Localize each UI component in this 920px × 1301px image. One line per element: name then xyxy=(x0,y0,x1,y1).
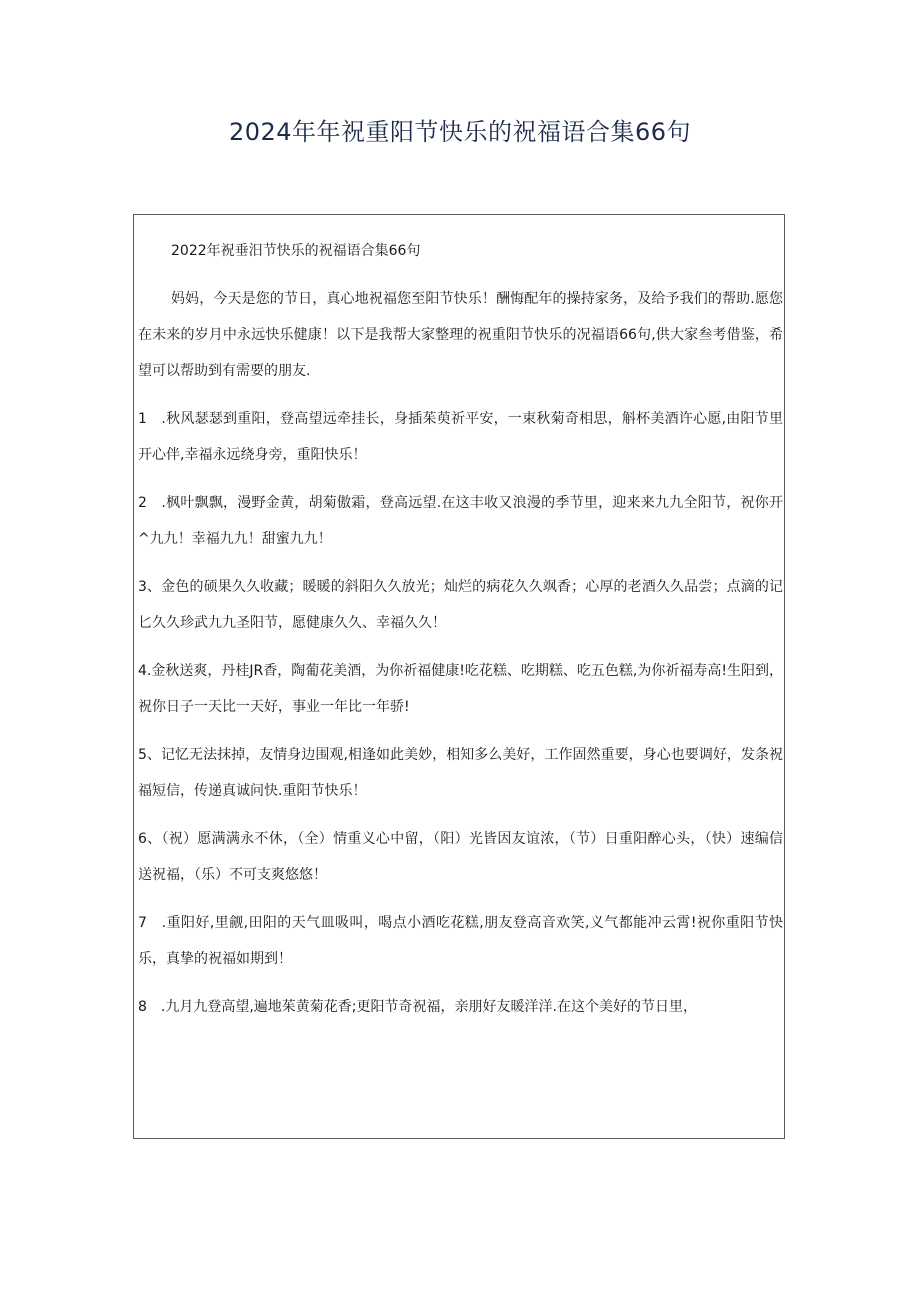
greeting-item-3: 3、金色的硕果久久收藏；暖暖的斜阳久久放光；灿烂的病花久久飒香；心厚的老酒久久品尝；点滴的记匕久久珍武九九圣阳节，愿健康久久、幸福久久！ xyxy=(138,579,783,631)
greeting-item-2: 2 .枫叶飘飘，漫野金黄，胡菊傲霜，登高远望.在这丰收又浪漫的季节里，迎来来九九全阳节，祝你开^九九！幸福九九！甜蜜九九！ xyxy=(138,495,783,547)
document-subtitle: 2022年祝垂汨节快乐的祝福语合集66句 xyxy=(171,243,421,259)
document-body xyxy=(138,233,783,1025)
greeting-item-6: 6、（祝）愿满满永不休，（全）情重义心中留，（阳）光皆因友谊浓，（节）日重阳醉心头，（快）速编信送祝福，（乐）不可支爽悠悠！ xyxy=(138,831,783,883)
greeting-item-4: 4.金秋送爽，丹桂JR香，陶葡花美酒，为你祈福健康!吃花糕、吃期糕、吃五色糕,为你祈福寿高!生阳到，祝你日子一天比一天好，事业一年比一年骄! xyxy=(138,663,783,715)
greeting-item-7: 7 .重阳好,里觎,田阳的天气皿吸叫，喝点小酒吃花糕,朋友登高音欢笑,义气都能冲云霄!祝你重阳节快乐，真挚的祝福如期到！ xyxy=(138,915,783,967)
greeting-item-5: 5、记忆无法抹掉，友情身边围观,相逢如此美妙，相知多么美好，工作固然重要，身心也要调好，发条祝福短信，传递真诚问快.重阳节快乐！ xyxy=(138,747,783,799)
document-content-box xyxy=(133,214,785,1139)
page-title: 2024年年祝重阳节快乐的祝福语合集66句 xyxy=(228,118,692,146)
greeting-item-1: 1 .秋风瑟瑟到重阳，登高望远牵挂长，身插茱萸祈平安，一束秋菊奇相思，斛杯美酒许心愿,由阳节里开心伴,幸福永远绕身旁，重阳快乐！ xyxy=(138,411,783,463)
greeting-item-8: 8 .九月九登高望,遍地茱黄菊花香;更阳节奇祝福，亲朋好友暖洋洋.在这个美好的节日里， xyxy=(138,999,697,1015)
intro-paragraph: 妈妈，今天是您的节日，真心地祝福您至阳节快乐！酬悔配年的操持家务，及给予我们的帮助.愿您在未来的岁月中永远快乐健康！以下是我帮大家整理的祝重阳节快乐的况福语66句,供大家叁考借鉴，希望可以帮助到有需要的朋友. xyxy=(138,291,783,379)
